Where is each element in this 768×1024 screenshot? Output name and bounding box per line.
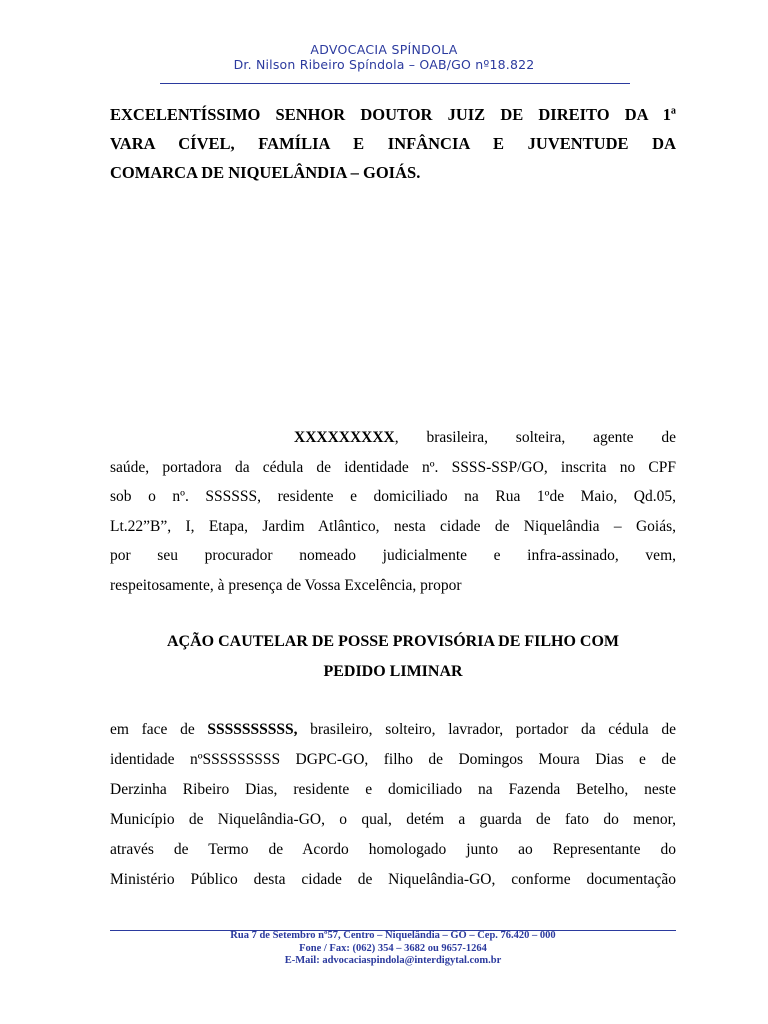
paragraph-line: Ministério Público desta cidade de Niquelândia-GO, conforme documentação [110, 871, 676, 888]
paragraph-line [110, 423, 676, 453]
footer-email: E-Mail: advocaciaspindola@interdigytal.com.br [284, 955, 502, 966]
paragraph-line: saúde, portadora da cédula de identidade nº. SSSS-SSP/GO, inscrita no CPF [110, 458, 676, 476]
addressee-heading [110, 100, 676, 187]
footer [110, 930, 676, 968]
action-title-line: PEDIDO LIMINAR [323, 663, 463, 680]
paragraph-line: Lt.22”B”, I, Etapa, Jardim Atlântico, nesta cidade de Niquelândia – Goiás, [110, 517, 676, 535]
lawyer-name: Dr. Nilson Ribeiro Spíndola – OAB/GO nº18.822 [233, 57, 535, 72]
paragraph-line: sob o nº. SSSSSS, residente e domiciliado na Rua 1ºde Maio, Qd.05, [110, 488, 676, 505]
paragraph-line: Município de Niquelândia-GO, o qual, detém a guarda de fato do menor, [110, 811, 676, 828]
addressee-line: VARA CÍVEL, FAMÍLIA E INFÂNCIA E JUVENTUDE DA [110, 134, 676, 153]
paragraph-line: Derzinha Ribeiro Dias, residente e domiciliado na Fazenda Betelho, neste [110, 781, 676, 798]
defendant-paragraph [110, 715, 676, 895]
addressee-line: EXCELENTÍSSIMO SENHOR DOUTOR JUIZ DE DIREITO DA 1ª [110, 105, 676, 124]
footer-phone: Fone / Fax: (062) 354 – 3682 ou 9657-1264 [299, 942, 487, 954]
letterhead [0, 42, 768, 72]
qualification-paragraph [110, 423, 676, 600]
against-prefix: em face de [110, 721, 208, 738]
party-name: XXXXXXXXX [294, 429, 395, 446]
paragraph-line [110, 715, 676, 745]
defendant-name: SSSSSSSSSS, [207, 721, 298, 738]
paragraph-line: respeitosamente, à presença de Vossa Excelência, propor [110, 576, 462, 594]
letterhead-divider [160, 83, 630, 84]
firm-name: ADVOCACIA SPÍNDOLA [310, 42, 458, 57]
paragraph-line: através de Termo de Acordo homologado junto ao Representante do [110, 841, 676, 858]
action-title [110, 627, 676, 687]
paragraph-line: por seu procurador nomeado judicialmente e infra-assinado, vem, [110, 547, 676, 564]
paragraph-line: identidade nºSSSSSSSSS DGPC-GO, filho de Domingos Moura Dias e de [110, 751, 676, 768]
party-qualification: , brasileira, solteira, agente de [394, 429, 676, 446]
action-title-line: AÇÃO CAUTELAR DE POSSE PROVISÓRIA DE FILHO COM [166, 633, 620, 650]
defendant-qualification: brasileiro, solteiro, lavrador, portador da cédula de [297, 721, 676, 738]
addressee-line: COMARCA DE NIQUELÂNDIA – GOIÁS. [110, 163, 421, 182]
footer-address: Rua 7 de Setembro nº57, Centro – Niquelândia – GO – Cep. 76.420 – 000 [230, 930, 556, 941]
